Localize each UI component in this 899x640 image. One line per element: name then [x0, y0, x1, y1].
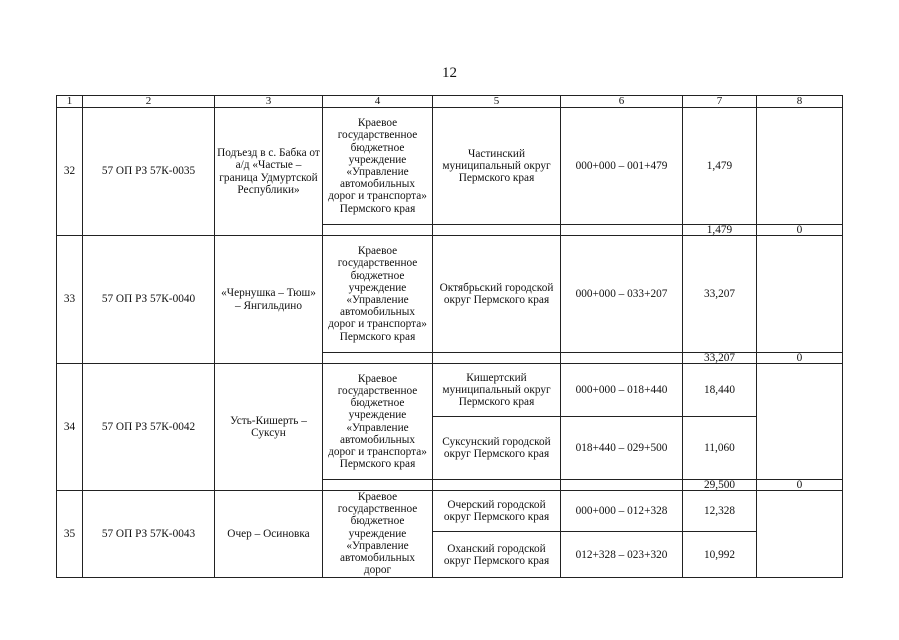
blank-cell: [323, 353, 433, 364]
col8-blank: [757, 491, 843, 578]
segment-length: 33,207: [683, 236, 757, 353]
road-id: 57 ОП РЗ 57К-0040: [83, 236, 215, 364]
segment-length: 12,328: [683, 491, 757, 532]
road-id: 57 ОП РЗ 57К-0035: [83, 108, 215, 236]
blank-cell: [561, 225, 683, 236]
header-cell: 3: [215, 96, 323, 108]
km-range: 012+328 – 023+320: [561, 532, 683, 578]
col8-value: 0: [757, 480, 843, 491]
km-range: 000+000 – 033+207: [561, 236, 683, 353]
district: Оханский городской округ Пермского края: [433, 532, 561, 578]
district: Суксунский городской округ Пермского края: [433, 417, 561, 480]
km-range: 000+000 – 001+479: [561, 108, 683, 225]
blank-cell: [561, 353, 683, 364]
header-cell: 2: [83, 96, 215, 108]
col8-value: 0: [757, 353, 843, 364]
road-id: 57 ОП РЗ 57К-0042: [83, 364, 215, 491]
header-cell: 6: [561, 96, 683, 108]
row-number: 33: [57, 236, 83, 364]
road-name: «Чернушка – Тюш» – Янгильдино: [215, 236, 323, 364]
header-cell: 7: [683, 96, 757, 108]
header-cell: 4: [323, 96, 433, 108]
organization: Краевое государственное бюджетное учреждение «Управление автомобильных дорог и транспорта» Пермского края: [323, 108, 433, 225]
km-range: 000+000 – 018+440: [561, 364, 683, 417]
table-row: [57, 236, 843, 353]
road-name: Очер – Осиновка: [215, 491, 323, 578]
segment-length: 10,992: [683, 532, 757, 578]
km-range: 000+000 – 012+328: [561, 491, 683, 532]
blank-cell: [561, 480, 683, 491]
blank-cell: [323, 480, 433, 491]
row-number: 34: [57, 364, 83, 491]
page-number: 12: [442, 65, 457, 81]
table-row: [57, 491, 843, 532]
header-row: [57, 96, 843, 108]
blank-cell: [433, 480, 561, 491]
blank-cell: [323, 225, 433, 236]
header-cell: 5: [433, 96, 561, 108]
roads-table: [56, 95, 843, 578]
table-row: [57, 364, 843, 417]
district: Октябрьский городской округ Пермского края: [433, 236, 561, 353]
district: Частинский муниципальный округ Пермского края: [433, 108, 561, 225]
row-number: 32: [57, 108, 83, 236]
road-id: 57 ОП РЗ 57К-0043: [83, 491, 215, 578]
col8-blank: [757, 236, 843, 353]
km-range: 018+440 – 029+500: [561, 417, 683, 480]
segment-length: 18,440: [683, 364, 757, 417]
blank-cell: [433, 225, 561, 236]
table-row: [57, 108, 843, 225]
road-name: Усть-Кишерть – Суксун: [215, 364, 323, 491]
segment-length: 1,479: [683, 108, 757, 225]
col8-value: 0: [757, 225, 843, 236]
organization-text: Краевое государственное бюджетное учреждение «Управление автомобильных дорог: [337, 491, 418, 577]
header-cell: 1: [57, 96, 83, 108]
row-number: 35: [57, 491, 83, 578]
blank-cell: [433, 353, 561, 364]
total-length: 33,207: [683, 353, 757, 364]
total-length: 1,479: [683, 225, 757, 236]
organization: [323, 491, 433, 578]
district: Очерский городской округ Пермского края: [433, 491, 561, 532]
district: Кишертский муниципальный округ Пермского края: [433, 364, 561, 417]
segment-length: 11,060: [683, 417, 757, 480]
road-name: Подъезд в с. Бабка от а/д «Частые – граница Удмуртской Республики»: [215, 108, 323, 236]
col8-blank: [757, 108, 843, 225]
total-length: 29,500: [683, 480, 757, 491]
organization: Краевое государственное бюджетное учреждение «Управление автомобильных дорог и транспорта» Пермского края: [323, 236, 433, 353]
col8-blank: [757, 364, 843, 480]
organization: Краевое государственное бюджетное учреждение «Управление автомобильных дорог и транспорта» Пермского края: [323, 364, 433, 480]
header-cell: 8: [757, 96, 843, 108]
